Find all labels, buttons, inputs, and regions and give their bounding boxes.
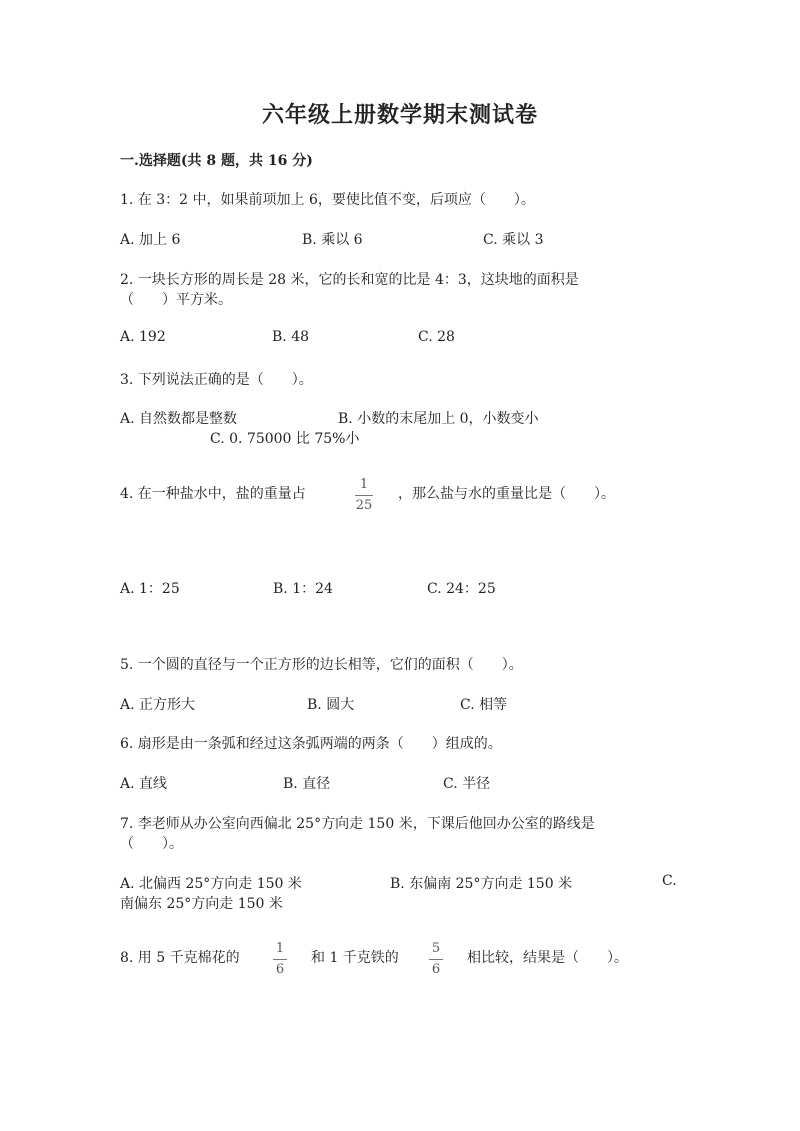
- question-7-option-c-text: 南偏东 25°方向走 150 米: [120, 896, 283, 912]
- question-2-option-a: A. 192: [120, 329, 166, 345]
- question-4-stem-after: ，那么盐与水的重量比是（ ）。: [398, 486, 615, 502]
- question-4-stem-before: 4. 在一种盐水中，盐的重量占: [120, 486, 306, 502]
- question-4-option-b: B. 1：24: [273, 581, 333, 597]
- question-5-option-b: B. 圆大: [307, 697, 355, 713]
- question-3-option-c: C. 0. 75000 比 75%小: [210, 431, 360, 447]
- question-3-option-b: B. 小数的末尾加上 0，小数变小: [338, 411, 539, 427]
- fraction-numerator: 1: [359, 477, 369, 492]
- question-7-option-a: A. 北偏西 25°方向走 150 米: [120, 876, 302, 892]
- question-6-option-a: A. 直线: [120, 776, 168, 792]
- fraction-denominator: 6: [275, 962, 285, 977]
- question-3-stem: 3. 下列说法正确的是（ ）。: [120, 372, 313, 388]
- question-7-stem-line1: 7. 李老师从办公室向西偏北 25°方向走 150 米，下课后他回办公室的路线是: [120, 816, 595, 832]
- question-5-option-a: A. 正方形大: [120, 697, 196, 713]
- question-2-option-c: C. 28: [418, 329, 455, 345]
- question-4-option-c: C. 24：25: [427, 581, 496, 597]
- question-1-option-a: A. 加上 6: [120, 232, 181, 248]
- question-8-stem-part1: 8. 用 5 千克棉花的: [120, 950, 240, 966]
- question-2-stem-line1: 2. 一块长方形的周长是 28 米，它的长和宽的比是 4：3，这块地的面积是: [120, 272, 579, 288]
- question-7-option-c: C.: [662, 873, 677, 889]
- question-1-option-c: C. 乘以 3: [483, 232, 544, 248]
- question-6-stem: 6. 扇形是由一条弧和经过这条弧两端的两条（ ）组成的。: [120, 736, 502, 752]
- question-1-stem: 1. 在 3：2 中，如果前项加上 6，要使比值不变，后项应（ ）。: [120, 192, 535, 208]
- question-7-stem-line2: （ ）。: [120, 836, 183, 852]
- fraction-denominator: 6: [431, 962, 441, 977]
- fraction-1-25: [355, 478, 373, 512]
- question-2-stem-line2: （ ）平方米。: [120, 292, 232, 308]
- question-2-option-b: B. 48: [272, 329, 310, 345]
- fraction-5-6: [429, 942, 443, 976]
- fraction-1-6: [273, 942, 287, 976]
- question-8-stem-part3: 相比较，结果是（ ）。: [467, 950, 628, 966]
- page-title: 六年级上册数学期末测试卷: [261, 102, 538, 128]
- question-6-option-c: C. 半径: [443, 776, 491, 792]
- question-8-stem-part2: 和 1 千克铁的: [311, 950, 399, 966]
- fraction-denominator: 25: [355, 498, 373, 513]
- fraction-bar: [429, 959, 443, 960]
- fraction-numerator: 1: [275, 941, 285, 956]
- question-6-option-b: B. 直径: [283, 776, 331, 792]
- question-5-stem: 5. 一个圆的直径与一个正方形的边长相等，它们的面积（ ）。: [120, 657, 523, 673]
- section-heading: 一.选择题(共 8 题，共 16 分): [120, 153, 313, 169]
- question-5-option-c: C. 相等: [460, 697, 508, 713]
- question-1-option-b: B. 乘以 6: [302, 232, 363, 248]
- fraction-bar: [355, 495, 373, 496]
- fraction-bar: [273, 959, 287, 960]
- fraction-numerator: 5: [431, 941, 441, 956]
- question-3-option-a: A. 自然数都是整数: [120, 411, 238, 427]
- question-7-option-b: B. 东偏南 25°方向走 150 米: [390, 876, 573, 892]
- question-4-option-a: A. 1：25: [120, 581, 180, 597]
